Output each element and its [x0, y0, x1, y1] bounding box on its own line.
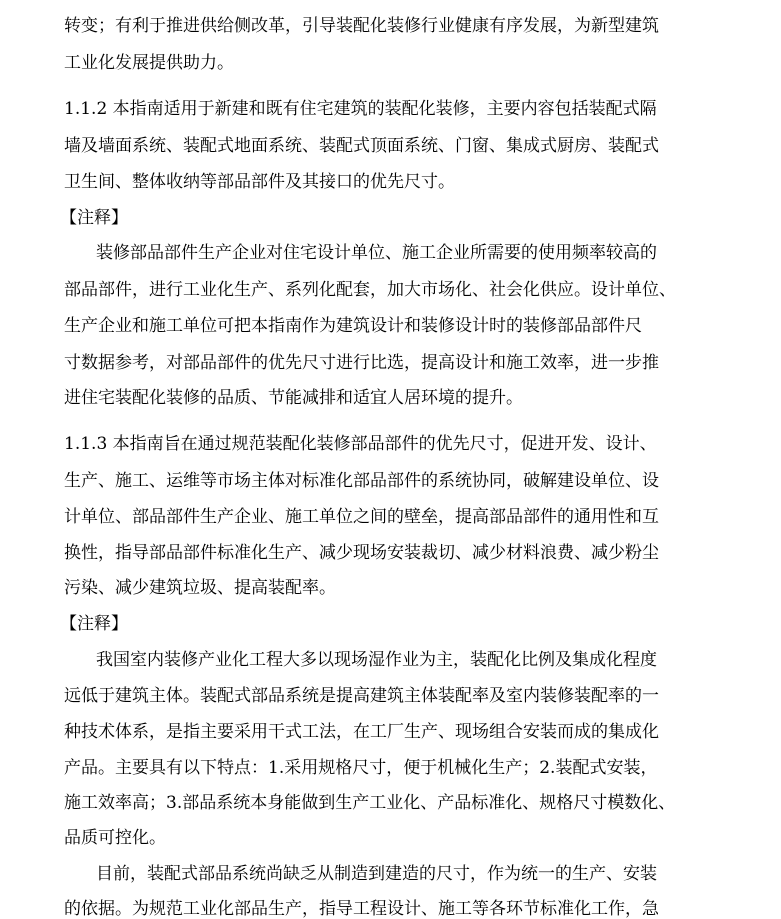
note-line: 部品部件，进行工业化生产、系列化配套，加大市场化、社会化供应。设计单位、 [64, 280, 676, 300]
clause-line: 计单位、部品部件生产企业、施工单位之间的壁垒，提高部品部件的通用性和互 [64, 507, 659, 527]
clause-line: 卫生间、整体收纳等部品部件及其接口的优先尺寸。 [64, 172, 455, 192]
paragraph-line: 转变；有利于推进供给侧改革，引导装配化装修行业健康有序发展，为新型建筑 [64, 16, 659, 36]
note-line: 远低于建筑主体。装配式部品系统是提高建筑主体装配率及室内装修装配率的一 [64, 686, 659, 706]
clause-line: 1.1.2 本指南适用于新建和既有住宅建筑的装配化装修，主要内容包括装配式隔 [64, 99, 657, 119]
note-heading: 【注释】 [60, 614, 128, 634]
note-line: 我国室内装修产业化工程大多以现场湿作业为主，装配化比例及集成化程度 [96, 650, 657, 670]
note-line: 的依据。为规范工业化部品生产，指导工程设计、施工等各环节标准化工作，急 [64, 899, 659, 919]
note-line: 种技术体系，是指主要采用干式工法，在工厂生产、现场组合安装而成的集成化 [64, 722, 659, 742]
clause-line: 污染、减少建筑垃圾、提高装配率。 [64, 578, 336, 598]
clause-line: 生产、施工、运维等市场主体对标准化部品部件的系统协同，破解建设单位、设 [64, 471, 659, 491]
note-line: 生产企业和施工单位可把本指南作为建筑设计和装修设计时的装修部品部件尺 [64, 316, 642, 336]
note-heading: 【注释】 [60, 208, 128, 228]
clause-line: 换性，指导部品部件标准化生产、减少现场安装裁切、减少材料浪费、减少粉尘 [64, 543, 659, 563]
clause-line: 1.1.3 本指南旨在通过规范装配化装修部品部件的优先尺寸，促进开发、设计、 [64, 434, 657, 454]
note-line: 产品。主要具有以下特点：1.采用规格尺寸，便于机械化生产；2.装配式安装， [64, 758, 658, 778]
note-line: 进住宅装配化装修的品质、节能减排和适宜人居环境的提升。 [64, 388, 523, 408]
paragraph-line: 工业化发展提供助力。 [64, 53, 234, 73]
note-line: 施工效率高；3.部品系统本身能做到生产工业化、产品标准化、规格尺寸模数化、 [64, 793, 676, 813]
note-line: 目前，装配式部品系统尚缺乏从制造到建造的尺寸，作为统一的生产、安装 [96, 864, 657, 884]
clause-line: 墙及墙面系统、装配式地面系统、装配式顶面系统、门窗、集成式厨房、装配式 [64, 136, 659, 156]
note-line: 品质可控化。 [64, 828, 166, 848]
note-line: 装修部品部件生产企业对住宅设计单位、施工企业所需要的使用频率较高的 [96, 243, 657, 263]
note-line: 寸数据参考，对部品部件的优先尺寸进行比选，提高设计和施工效率，进一步推 [64, 353, 659, 373]
